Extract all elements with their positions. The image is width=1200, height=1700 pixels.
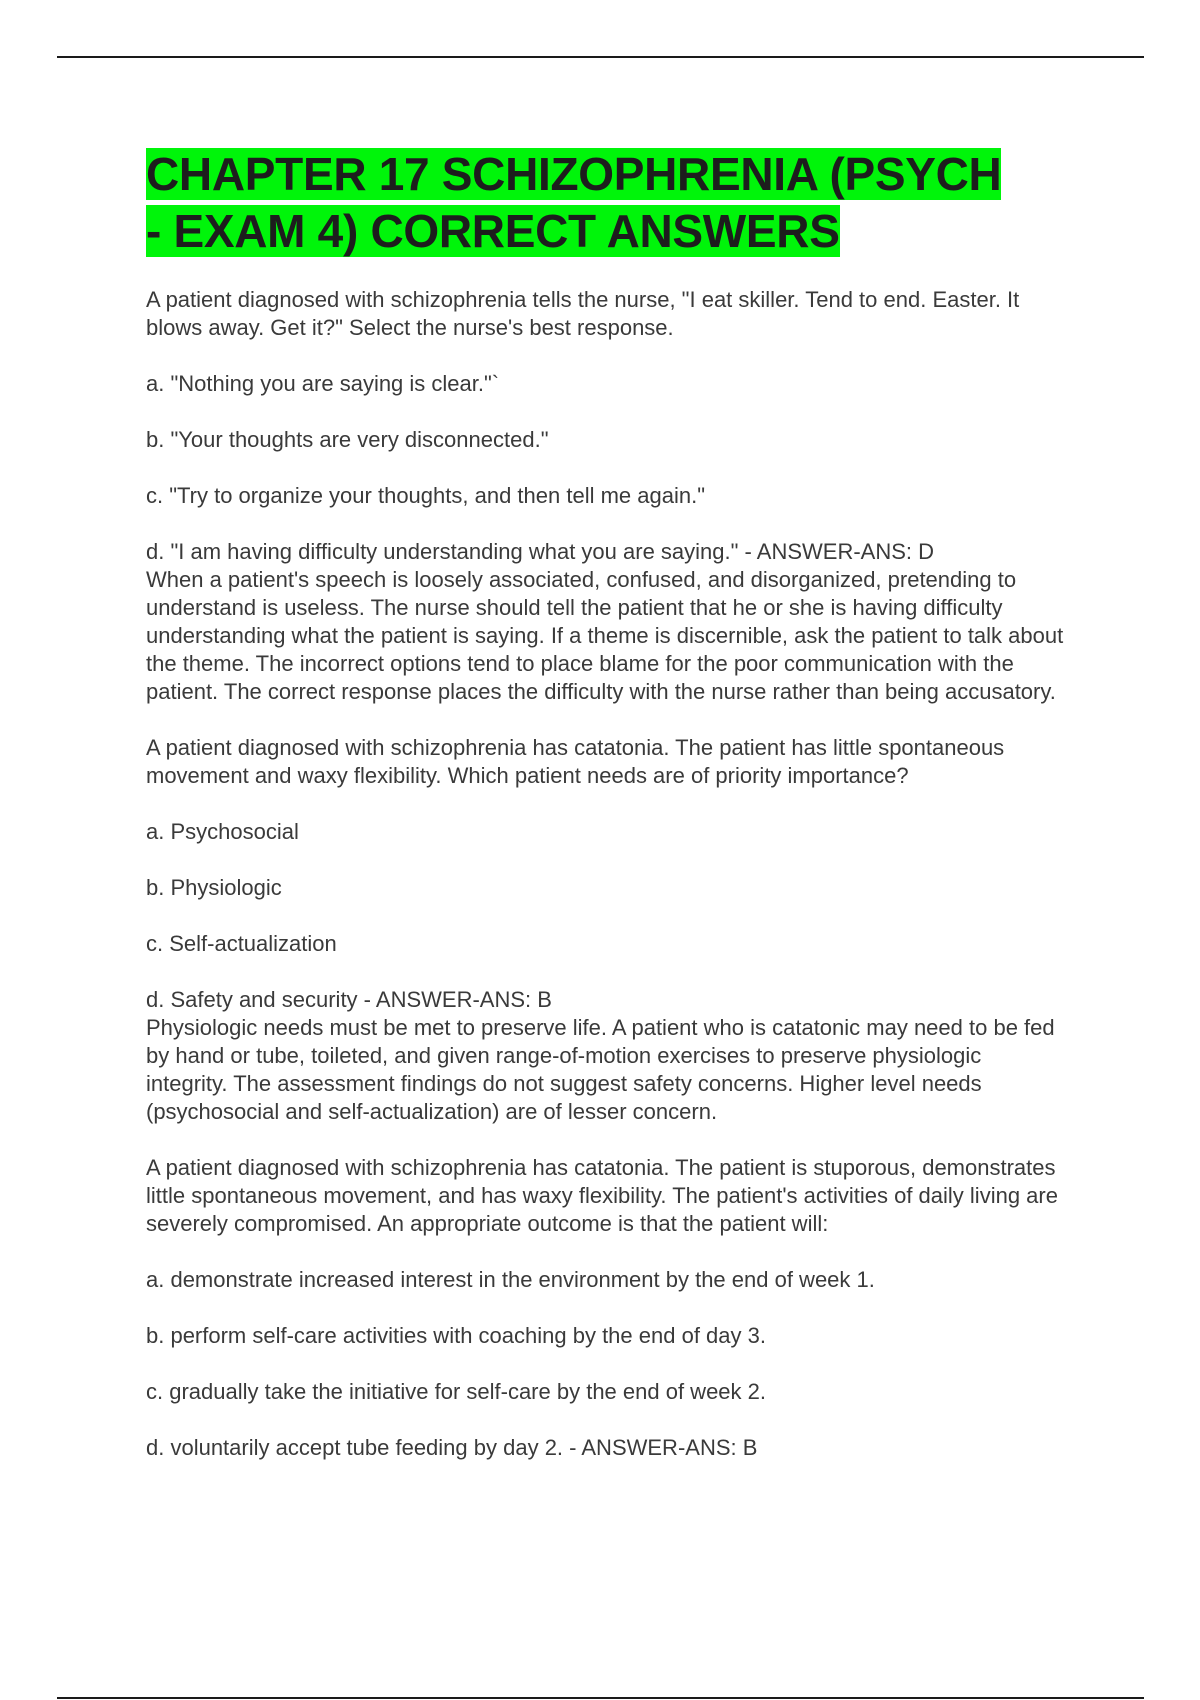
question-1-option-c: c. "Try to organize your thoughts, and then tell me again." — [146, 483, 706, 508]
question-3-option-b: b. perform self-care activities with coaching by the end of day 3. — [146, 1323, 766, 1348]
bottom-rule — [57, 1697, 1144, 1699]
top-rule — [57, 56, 1144, 58]
question-3-option-a: a. demonstrate increased interest in the environment by the end of week 1. — [146, 1267, 875, 1292]
question-1-option-b: b. "Your thoughts are very disconnected." — [146, 427, 549, 452]
title-line-1: CHAPTER 17 SCHIZOPHRENIA (PSYCH — [146, 148, 1002, 200]
question-1-option-a: a. "Nothing you are saying is clear."` — [146, 371, 500, 396]
question-3-option-d-answer: d. voluntarily accept tube feeding by day 2. - ANSWER-ANS: B — [146, 1435, 758, 1460]
question-2-option-a: a. Psychosocial — [146, 819, 299, 844]
question-2-rationale: Physiologic needs must be met to preserve life. A patient who is catatonic may need to be fed by hand or tube, toileted, and given range-of-motion exercises to preserve physiologic integrity. The assessment findings do not suggest safety concerns. Higher level needs (psychosocial and self-actualization) are of lesser concern. — [146, 1015, 1055, 1124]
question-3-option-c: c. gradually take the initiative for self-care by the end of week 2. — [146, 1379, 766, 1404]
document-body — [146, 146, 1066, 1462]
title-line-2: - EXAM 4) CORRECT ANSWERS — [146, 205, 840, 257]
question-2-option-b: b. Physiologic — [146, 875, 282, 900]
question-2-option-c: c. Self-actualization — [146, 931, 337, 956]
question-1-stem: A patient diagnosed with schizophrenia tells the nurse, "I eat skiller. Tend to end. Easter. It blows away. Get it?" Select the nurse's best response. — [146, 287, 1020, 340]
document-title — [146, 146, 1066, 260]
question-3-stem: A patient diagnosed with schizophrenia has catatonia. The patient is stuporous, demonstrates little spontaneous movement, and has waxy flexibility. The patient's activities of daily living are severely compromised. An appropriate outcome is that the patient will: — [146, 1155, 1058, 1236]
question-2-stem: A patient diagnosed with schizophrenia has catatonia. The patient has little spontaneous movement and waxy flexibility. Which patient needs are of priority importance? — [146, 735, 1005, 788]
question-2-option-d-answer: d. Safety and security - ANSWER-ANS: B — [146, 987, 552, 1012]
question-1-option-d-answer: d. "I am having difficulty understanding what you are saying." - ANSWER-ANS: D — [146, 539, 935, 564]
question-1-rationale: When a patient's speech is loosely associated, confused, and disorganized, pretending to understand is useless. The nurse should tell the patient that he or she is having difficulty understanding what the patient is saying. If a theme is discernible, ask the patient to talk about the theme. The incorrect options tend to place blame for the poor communication with the patient. The correct response places the difficulty with the nurse rather than being accusatory. — [146, 567, 1064, 704]
